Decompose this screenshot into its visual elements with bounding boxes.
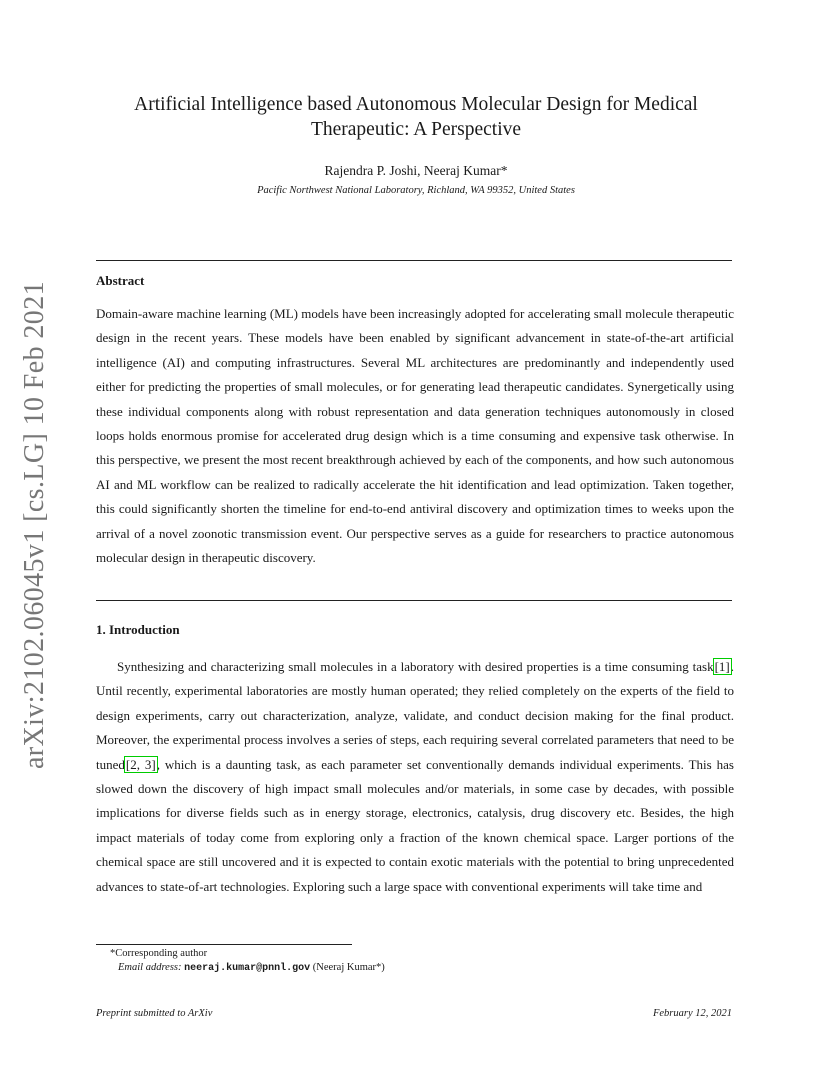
intro-text-part-2: . Until recently, experimental laboratories are mostly human operated; they relied completely on the experts of the field to design experiments, carry out characterization, analyze, validate, and conduct decision making for the final product. Moreover, the experimental process involves a series of steps, each requiring several correlated parameters that need to be tuned <box>96 659 734 772</box>
footnote-corresponding-author: *Corresponding author <box>110 948 208 959</box>
affiliation: Pacific Northwest National Laboratory, Richland, WA 99352, United States <box>257 185 575 196</box>
intro-text-part-1: Synthesizing and characterizing small molecules in a laboratory with desired properties is a time consuming task <box>117 659 714 674</box>
email-link[interactable]: neeraj.kumar@pnnl.gov <box>184 963 311 974</box>
paper-title <box>96 92 736 142</box>
title-line-1: Artificial Intelligence based Autonomous Molecular Design for Medical <box>134 94 698 115</box>
abstract-top-rule <box>96 260 732 261</box>
footer-preprint-note: Preprint submitted to ArXiv <box>96 1008 213 1019</box>
email-suffix: (Neeraj Kumar*) <box>312 962 385 973</box>
arxiv-identifier-stamp: arXiv:2102.06045v1 [cs.LG] 10 Feb 2021 <box>19 280 50 770</box>
authors: Rajendra P. Joshi, Neeraj Kumar* <box>324 163 508 178</box>
section-heading-introduction: 1. Introduction <box>96 622 180 637</box>
footer-date: February 12, 2021 <box>652 1008 732 1019</box>
citation-link-2-3[interactable]: [2, 3] <box>125 756 156 772</box>
introduction-paragraph <box>96 655 734 899</box>
abstract-text: Domain-aware machine learning (ML) models have been increasingly adopted for accelerating small molecule therapeutic design in the recent years. These models have been enabled by significant advancement in state-of-the-art artificial intelligence (AI) and computing infrastructures. Several ML architectures are predominantly and independently used either for predicting the properties of small molecules, or for generating lead therapeutic candidates. Synergetically using these individual components along with robust representation and data generation techniques autonomously in closed loops holds enormous promise for accelerated drug design which is a time consuming and expensive task otherwise. In this perspective, we present the most recent breakthrough achieved by each of the components, and how such autonomous AI and ML workflow can be realized to radically accelerate the hit identification and lead optimization. Taken together, this could significantly shorten the timeline for end-to-end antiviral discovery and optimization times to weeks upon the arrival of a novel zoonotic transmission event. Our perspective serves as a guide for researchers to practice autonomous molecular design in therapeutic discovery. <box>96 306 734 566</box>
abstract-bottom-rule <box>96 600 732 601</box>
abstract-heading: Abstract <box>96 273 145 288</box>
intro-text-part-3: , which is a daunting task, as each parameter set conventionally demands individual experiments. This has slowed down the discovery of high impact small molecules and/or materials, in some case by decades, with possible implications for diverse fields such as in energy storage, electronics, catalysis, drug discovery etc. Besides, the high impact materials of today come from exploring only a fraction of the known chemical space. Larger portions of the chemical space are still uncovered and it is expected to contain exotic materials with the potential to bring unprecedented advances to state-of-art technologies. Exploring such a large space with conventional experiments will take time and <box>96 756 734 894</box>
title-line-2: Therapeutic: A Perspective <box>310 119 522 140</box>
email-label: Email address: <box>118 962 182 973</box>
footnote-rule <box>96 944 352 945</box>
footnote-email <box>118 962 385 974</box>
citation-link-1[interactable]: [1] <box>714 659 730 674</box>
